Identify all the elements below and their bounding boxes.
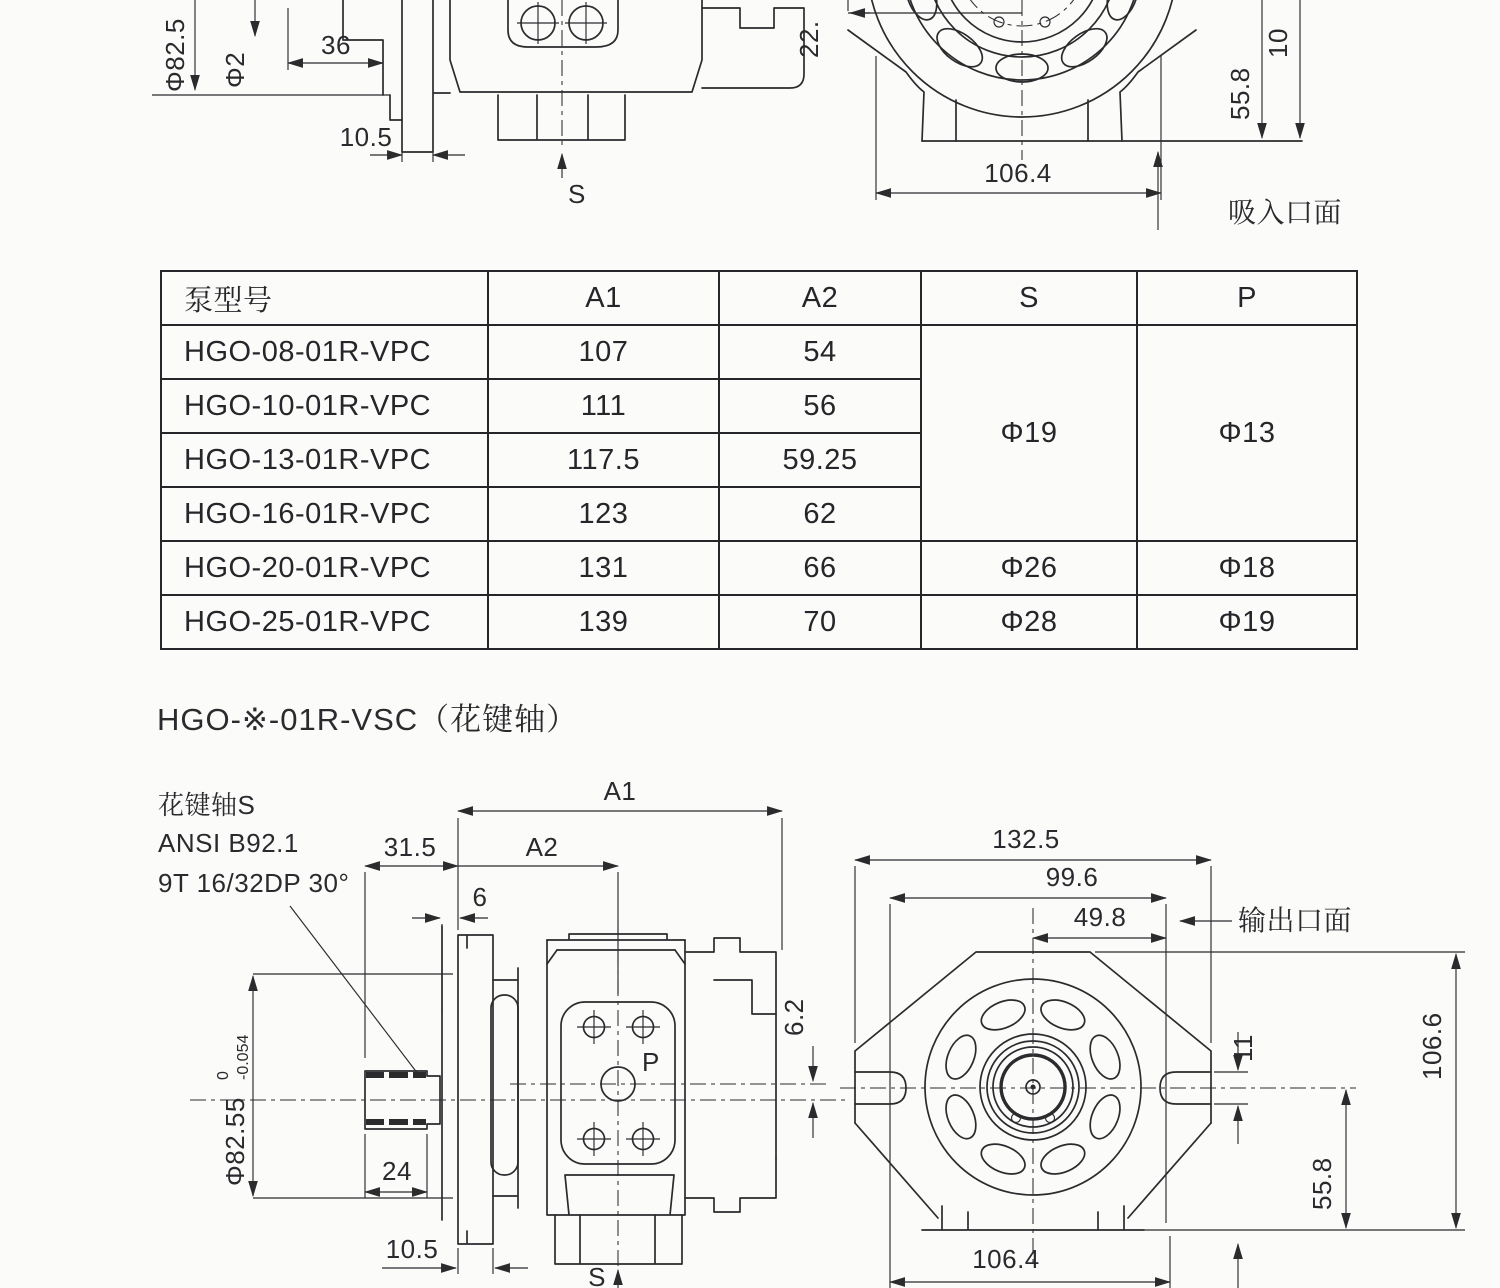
pump-dimension-table xyxy=(160,270,1358,650)
cell-a1: 139 xyxy=(488,595,719,649)
dim-11: 11 xyxy=(1228,1034,1258,1062)
cell-p: Φ18 xyxy=(1137,541,1357,595)
dim-36: 36 xyxy=(321,30,351,60)
section-heading: HGO-※-01R-VSC（花键轴） xyxy=(157,702,579,737)
dim-6-2: 6.2 xyxy=(779,998,809,1036)
dim-55-8: 55.8 xyxy=(1307,1157,1337,1210)
port-label-p: P xyxy=(642,1047,660,1077)
dim-99-6: 99.6 xyxy=(1045,862,1099,892)
col-header-a1: A1 xyxy=(488,271,719,325)
cell-model: HGO-08-01R-VPC xyxy=(161,325,488,379)
cell-s-merged: Φ19 xyxy=(921,325,1137,541)
cell-a2: 70 xyxy=(719,595,921,649)
spline-note-line2: ANSI B92.1 xyxy=(158,828,299,858)
bottom-right-front-view-drawing xyxy=(840,768,1500,1288)
cell-p: Φ19 xyxy=(1137,595,1357,649)
dim-22: 22. xyxy=(794,20,824,58)
suction-face-label: 吸入口面 xyxy=(1228,197,1343,228)
dim-phi82-5: Φ82.5 xyxy=(160,18,190,92)
cell-a1: 123 xyxy=(488,487,719,541)
dim-55-8: 55.8 xyxy=(1225,67,1255,120)
table-row xyxy=(161,325,1357,379)
cell-s: Φ28 xyxy=(921,595,1137,649)
table-row xyxy=(161,541,1357,595)
outlet-face-label: 输出口面 xyxy=(1238,905,1353,936)
cell-a1: 117.5 xyxy=(488,433,719,487)
cell-a1: 111 xyxy=(488,379,719,433)
dim-phi82-55: Φ82.55 xyxy=(220,1097,250,1186)
cell-a2: 59.25 xyxy=(719,433,921,487)
spline-note-line3: 9T 16/32DP 30° xyxy=(158,868,350,898)
col-header-model: 泵型号 xyxy=(161,271,488,325)
port-label-s: S xyxy=(588,1262,606,1288)
col-header-a2: A2 xyxy=(719,271,921,325)
cell-a2: 62 xyxy=(719,487,921,541)
cell-model: HGO-25-01R-VPC xyxy=(161,595,488,649)
dim-106-6: 106.6 xyxy=(1417,1012,1447,1080)
dim-132-5: 132.5 xyxy=(992,824,1060,854)
cell-model: HGO-10-01R-VPC xyxy=(161,379,488,433)
dim-31-5: 31.5 xyxy=(383,832,437,862)
dim-49-8: 49.8 xyxy=(1073,902,1127,932)
col-header-s: S xyxy=(921,271,1137,325)
dim-24: 24 xyxy=(382,1156,412,1186)
dim-10: 10 xyxy=(1263,28,1293,58)
top-right-front-view-drawing xyxy=(790,0,1500,250)
port-label-s: S xyxy=(568,179,586,209)
cell-model: HGO-16-01R-VPC xyxy=(161,487,488,541)
bottom-left-side-view-drawing xyxy=(150,768,870,1288)
cell-a2: 54 xyxy=(719,325,921,379)
dim-10-5: 10.5 xyxy=(339,122,393,152)
col-header-p: P xyxy=(1137,271,1357,325)
cell-s: Φ26 xyxy=(921,541,1137,595)
dim-phi82-55-tol-hi: 0 xyxy=(215,1071,232,1080)
dim-phi82-55-tol-lo: -0.054 xyxy=(235,1034,252,1080)
table-header-row xyxy=(161,271,1357,325)
dim-106-4: 106.4 xyxy=(972,1244,1040,1274)
spline-note-line1: 花键轴S xyxy=(158,790,256,820)
cell-model: HGO-13-01R-VPC xyxy=(161,433,488,487)
top-left-side-view-drawing xyxy=(140,0,840,235)
dim-phi2: Φ2 xyxy=(220,51,250,88)
dim-106-4: 106.4 xyxy=(984,158,1052,188)
dim-6: 6 xyxy=(472,882,488,912)
table-row xyxy=(161,595,1357,649)
dim-a2: A2 xyxy=(525,832,559,862)
dim-a1: A1 xyxy=(603,776,637,806)
cell-a2: 56 xyxy=(719,379,921,433)
cell-p-merged: Φ13 xyxy=(1137,325,1357,541)
cell-a1: 107 xyxy=(488,325,719,379)
dim-10-5: 10.5 xyxy=(385,1234,439,1264)
cell-a2: 66 xyxy=(719,541,921,595)
cell-a1: 131 xyxy=(488,541,719,595)
cell-model: HGO-20-01R-VPC xyxy=(161,541,488,595)
